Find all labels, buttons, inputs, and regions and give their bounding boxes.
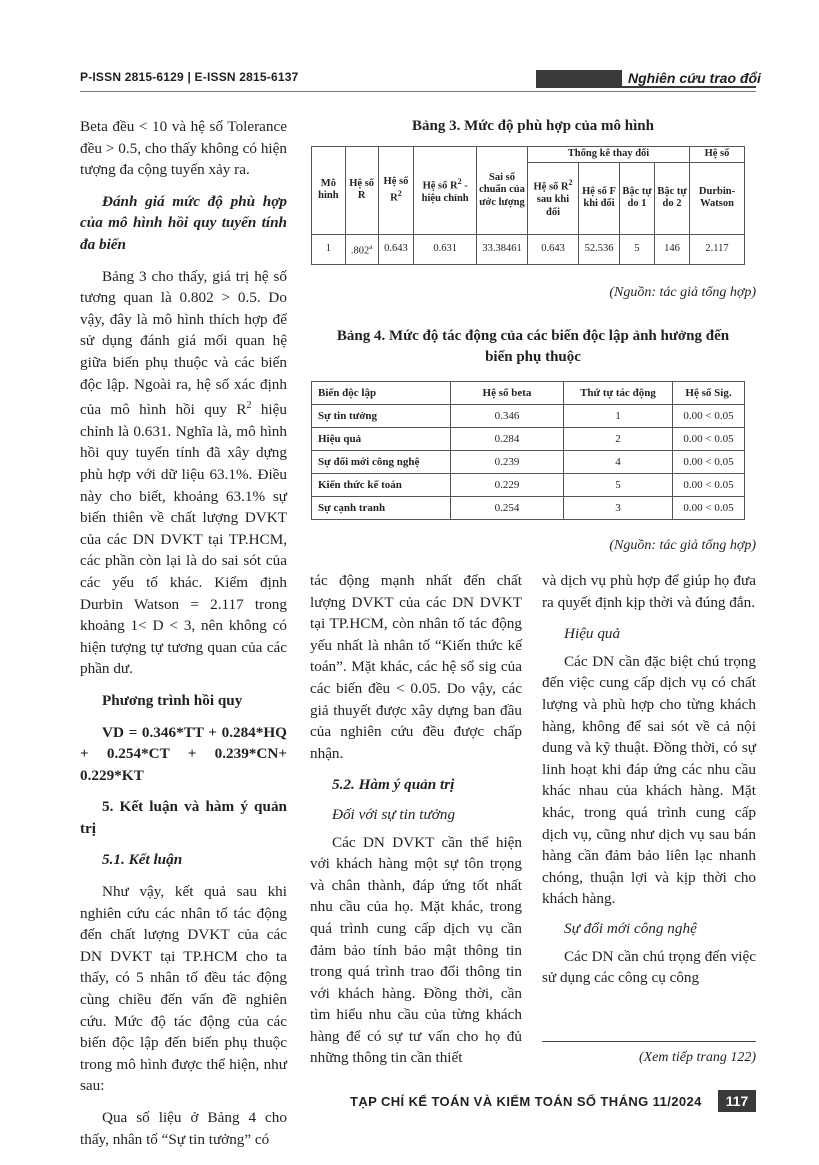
- table-row: [312, 428, 745, 451]
- subheading: Phương trình hồi quy: [102, 691, 243, 709]
- table-cell: Kiến thức kế toán: [312, 474, 451, 497]
- table-cell: 0.284: [451, 428, 564, 451]
- table-row: [312, 451, 745, 474]
- table-cell: 0.00 < 0.05: [673, 497, 745, 520]
- continued-note: (Xem tiếp trang 122): [638, 1050, 756, 1065]
- header-cell: Hệ số beta: [451, 382, 564, 405]
- column-2: [310, 570, 522, 1069]
- table-cell: 33.38461: [477, 234, 528, 264]
- table-cell: 5: [620, 234, 655, 264]
- paragraph: Các DN cần chú trọng đến việc sử dụng các công cụ công: [542, 947, 756, 987]
- subheading: Sự đổi mới công nghệ: [564, 919, 697, 937]
- table-cell: 0.00 < 0.05: [673, 428, 745, 451]
- table-cell: 0.631: [414, 234, 477, 264]
- header-cell: Bậc tự do 2: [655, 162, 690, 234]
- header-cell: Hệ số $R^2$: [378, 147, 414, 235]
- table-row: [312, 474, 745, 497]
- header-cell: Thống kê thay đổi: [528, 147, 690, 163]
- header-divider: [80, 91, 756, 92]
- continuation-divider: [542, 1041, 756, 1042]
- column-1: [80, 116, 287, 1150]
- table-cell: 1: [312, 234, 346, 264]
- header-cell: Biến độc lập: [312, 382, 451, 405]
- table-cell: 0.643: [378, 234, 414, 264]
- section-heading: 5. Kết luận và hàm ý quản trị: [80, 798, 287, 837]
- paragraph: Beta đều < 10 và hệ số Tolerance đều > 0.5, cho thấy không có hiện tượng đa cộng tuyến xảy ra.: [80, 118, 287, 179]
- table-cell: Sự cạnh tranh: [312, 497, 451, 520]
- header-cell: Bậc tự do 1: [620, 162, 655, 234]
- table-cell: 0.229: [451, 474, 564, 497]
- section-title: Nghiên cứu trao đổi: [622, 70, 761, 86]
- table-3: [311, 146, 745, 265]
- paragraph: Các DN DVKT cần thể hiện với khách hàng một sự tôn trọng và chân thành, đáp ứng tốt nhất nhu cầu của họ. Mặt khác, trong quá trình cung cấp dịch vụ cần đảm bảo tính bảo mật thông tin trong quá trình trao đổi thông tin với khách hàng. Đồng thời, cần tìm hiểu nhu cầu của từng khách hàng để có sự tư vấn cho họ đủ những thông tin cần thiết: [310, 833, 522, 1067]
- table-cell: 0.00 < 0.05: [673, 474, 745, 497]
- journal-footer: TẠP CHÍ KẾ TOÁN VÀ KIỂM TOÁN SỐ THÁNG 11/2024: [350, 1094, 702, 1109]
- table-row: [312, 497, 745, 520]
- paragraph: tác động mạnh nhất đến chất lượng DVKT của các DN DVKT tại TP.HCM, còn nhân tố tác động yếu nhất là nhân tố “Kiến thức kế toán”. Mặt khác, các hệ số sig của các biến đều < 0.05. Do vậy, các giả thuyết được xây dựng ban đầu của nghiên cứu đều được chấp nhận.: [310, 572, 522, 762]
- regression-equation: VD = 0.346*TT + 0.284*HQ + 0.254*CT + 0.239*CN+ 0.229*KT: [80, 723, 287, 784]
- table-4: [311, 381, 745, 520]
- table-cell: 5: [564, 474, 673, 497]
- table-cell: .802$^a$: [345, 234, 378, 264]
- table-cell: 0.239: [451, 451, 564, 474]
- subheading: Đối với sự tin tưởng: [332, 805, 456, 823]
- table-4-caption: Bảng 4. Mức độ tác động của các biến độc lập ảnh hưởng đến biến phụ thuộc: [336, 328, 730, 365]
- table-cell: Sự tin tưởng: [312, 405, 451, 428]
- table-row: [312, 405, 745, 428]
- table-cell: Hiệu quả: [312, 428, 451, 451]
- header-cell: Durbin-Watson: [690, 162, 745, 234]
- header-cell: Sai số chuẩn của ước lượng: [477, 147, 528, 235]
- table-cell: 0.346: [451, 405, 564, 428]
- column-3: [542, 570, 756, 989]
- header-cell: Hệ số $R^2$ - hiệu chỉnh: [414, 147, 477, 235]
- table-cell: 2: [564, 428, 673, 451]
- paragraph: và dịch vụ phù hợp để giúp họ đưa ra quyết định kịp thời và đúng đắn.: [542, 572, 756, 611]
- table-3-caption: Bảng 3. Mức độ phù hợp của mô hình: [412, 118, 654, 134]
- table-cell: 146: [655, 234, 690, 264]
- table-cell: 0.00 < 0.05: [673, 405, 745, 428]
- header-cell: Mô hình: [312, 147, 346, 235]
- table-cell: 52.536: [579, 234, 620, 264]
- paragraph: Như vậy, kết quả sau khi nghiên cứu các nhân tố tác động đến chất lượng DVKT của các DN DVKT tại TP.HCM cho ta thấy, có 5 nhân tố đều tác động cùng chiều đến vấn đề nghiên cứu. Mức độ tác động của các biến độc lập đến biến phụ thuộc trong mô hình được thể hiện, như sau:: [80, 883, 287, 1095]
- table-cell: 4: [564, 451, 673, 474]
- subsection-heading: 5.2. Hàm ý quản trị: [332, 776, 455, 794]
- subheading: Hiệu quả: [564, 625, 621, 643]
- paragraph: Qua số liệu ở Bảng 4 cho thấy, nhân tố “Sự tin tưởng” có: [80, 1109, 287, 1148]
- header-cell: Hệ số R: [345, 147, 378, 235]
- subheading: Đánh giá mức độ phù hợp của mô hình hồi quy tuyến tính đa biến: [80, 192, 287, 253]
- table-cell: 0.00 < 0.05: [673, 451, 745, 474]
- table-cell: Sự đổi mới công nghệ: [312, 451, 451, 474]
- issn-line: P-ISSN 2815-6129 | E-ISSN 2815-6137: [80, 70, 299, 84]
- table-4-source: (Nguồn: tác giả tổng hợp): [609, 538, 756, 553]
- table-cell: 2.117: [690, 234, 745, 264]
- table-cell: 0.254: [451, 497, 564, 520]
- table-cell: 0.643: [528, 234, 579, 264]
- table-cell: 1: [564, 405, 673, 428]
- subsection-heading: 5.1. Kết luận: [102, 851, 183, 869]
- table-3-source: (Nguồn: tác giả tổng hợp): [609, 285, 756, 300]
- paragraph: Các DN cần đặc biệt chú trọng đến việc cung cấp dịch vụ có chất lượng và phù hợp cho từng khách hàng, không để sai sót về cả nội dung và kỹ thuật. Đồng thời, có sự linh hoạt khi đáp ứng các nhu cầu khác nhau của khách hàng. Mặt khác, trong quá trình cung cấp dịch vụ, cũng như dịch vụ sau bán hàng cần đảm bảo liên lạc nhanh chóng, thuận lợi và kịp thời cho khách hàng.: [542, 652, 756, 908]
- header-cell: Hệ số F khi đổi: [579, 162, 620, 234]
- header-cell: Hệ số: [690, 147, 745, 163]
- header-cell: Hệ số Sig.: [673, 382, 745, 405]
- paragraph: Bảng 3 cho thấy, giá trị hệ số tương quan là 0.802 > 0.5. Do vậy, đây là mô hình thích hợp để sử dụng đánh giá mối quan hệ giữa biến phụ thuộc và các biến độc lập. Ngoài ra, hệ số xác định của mô hình hồi quy $R^2$ hiệu chỉnh là 0.631. Nghĩa là, mô hình hồi quy tuyến tính đã xây dựng phù hợp với dữ liệu 63.1%. Điều này cho biết, khoảng 63.1% sự biến thiên về chất lượng DVKT của các DN DVKT tại TP.HCM, các phần còn lại là do sai sót của các yếu tố khác. Kiểm định Durbin Watson = 2.117 trong khoảng 1< D < 3, nên không có hiện tượng tự tương quan của các phần dư.: [80, 267, 287, 678]
- page-number: 117: [718, 1090, 756, 1112]
- header-cell: Hệ số $R^2$ sau khi đổi: [528, 162, 579, 234]
- table-cell: 3: [564, 497, 673, 520]
- header-cell: Thứ tự tác động: [564, 382, 673, 405]
